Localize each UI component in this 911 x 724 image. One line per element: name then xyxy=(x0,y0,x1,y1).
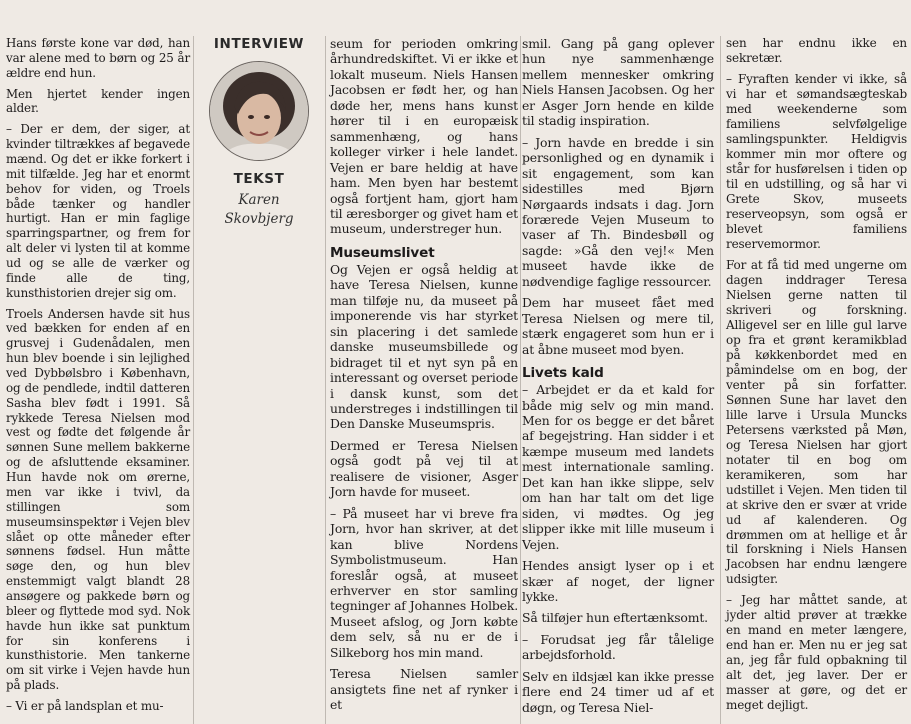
column-3 xyxy=(522,36,714,721)
paragraph: – Forudsat jeg får tålelige arbejdsforhold. xyxy=(522,631,714,663)
paragraph: Men hjertet kender ingen alder. xyxy=(6,86,190,116)
column-rule xyxy=(720,36,721,724)
paragraph: Hendes ansigt lyser op i et skær af noget, der ligner lykke. xyxy=(522,558,714,604)
section-label: INTERVIEW xyxy=(213,36,305,52)
author-portrait xyxy=(209,61,309,161)
paragraph: – Vi er på landsplan et mu- xyxy=(6,698,164,713)
column-rule xyxy=(520,36,521,724)
author-portrait-icon xyxy=(210,62,308,160)
credit-label: TEKST xyxy=(233,171,285,187)
column-rule xyxy=(325,36,326,724)
paragraph: seum for perioden omkring århundredskiftet. Vi er ikke et lokalt museum. Niels Hansen Jacobsen er født her, og han døde her, mens hans kunst hører til i en europæisk sammenhæng, og hans kolleger virker i hele landet. Vejen er bare heldig at have ham. Men byen har bestemt også fortjent ham, gjort ham til æresborger og givet ham et museum, understreger hun. xyxy=(330,36,518,237)
paragraph: Hans første kone var død, han var alene med to børn og 25 år ældre end hun. xyxy=(6,36,190,80)
paragraph: – Jorn havde en bredde i sin personlighed og en dynamik i sit engagement, som kan sidestilles med Bjørn Nørgaards indsats i dag. Jorn forærede Vejen Museum to vaser af Th. Bindesbøll og sagde: »Gå den vej!« Men museet havde ikke de nødvendige faglige ressourcer. xyxy=(522,134,714,289)
paragraph: Dem har museet fået med Teresa Nielsen og mere til, stærk engageret som hun er i at åbne museet mod byen. xyxy=(522,295,714,357)
paragraph: Teresa Nielsen samler ansigtets fine net af rynker i et xyxy=(330,666,518,713)
paragraph: – Fyraften kender vi ikke, så vi har et sømandsægteskab med weekenderne som familiens selvfølgelige samlingspunkter. Heldigvis kommer min mor oftere og står for husførelsen i tiden op til en udstilling, og så har vi Grete Skov, museets reserveopsyn, som også er blevet familiens reservemormor. xyxy=(726,71,907,251)
paragraph: smil. Gang på gang oplever hun nye sammenhænge mellem mennesker omkring Niels Hansen Jacobsen. Og her er Asger Jorn hende en kilde til stadig inspiration. xyxy=(522,36,714,129)
paragraph: Og Vejen er også heldig at have Teresa Nielsen, kunne man tilføje nu, da museet på imponerende vis har styrket sin placering i det samlede danske museumsbillede og bidraget til et nyt syn på en interessant og overset periode i dansk kunst, som det understreges i indstillingen til Den Danske Museumspris. xyxy=(330,261,518,432)
subheading: Livets kald xyxy=(522,365,604,382)
paragraph: – Jeg har måttet sande, at jyder altid prøver at trække en mand en meter længere, end han er. Men nu er jeg sat an, jeg får fuld opbakning til alt det, jeg laver. Der er masser at gøre, og det er meget dejligt. xyxy=(726,593,907,713)
column-2 xyxy=(330,36,518,719)
author-first-name: Karen xyxy=(238,192,280,208)
subheading: Museumslivet xyxy=(330,244,435,261)
column-1 xyxy=(6,36,190,720)
byline-sidebar xyxy=(198,36,320,229)
paragraph: Selv en ildsjæl kan ikke presse flere end 24 timer ud af et døgn, og Teresa Niel- xyxy=(522,668,714,715)
paragraph: sen har endnu ikke en sekretær. xyxy=(726,36,907,65)
column-4 xyxy=(726,36,907,719)
author-last-name: Skovbjerg xyxy=(224,211,294,227)
author-name xyxy=(198,191,320,229)
paragraph: Så tilføjer hun eftertænksomt. xyxy=(522,610,708,626)
paragraph: Dermed er Teresa Nielsen også godt på vej til at realisere de visioner, Asger Jorn havde for museet. xyxy=(330,437,518,500)
column-rule xyxy=(193,36,194,724)
paragraph: Troels Andersen havde sit hus ved bækken for enden af en grusvej i Gudenådalen, men hun blev boende i sin lejlighed ved Dybbølsbro i København, og de pendlede, indtil datteren Sasha blev født i 1991. Så rykkede Teresa Nielsen mod vest og fødte det følgende år sønnen Sune mellem bakkerne og de afsluttende eksaminer. Hun havde nok om ørerne, men var ikke i tvivl, da stillingen som museumsinspektør i Vejen blev slået op otte måneder efter sønnens fødsel. Hun måtte søge den, og hun blev enstemmigt valgt blandt 28 ansøgere og pakkede børn og bleer og flyttede mod syd. Nok havde hun ikke sat punktum for sin konferens i kunsthistorie. Men tankerne om sit virke i Vejen havde hun på plads. xyxy=(6,306,190,693)
paragraph: For at få tid med ungerne om dagen inddrager Teresa Nielsen gerne natten til skriveri og forskning. Alligevel ser en lille gul larve op fra et grønt keramikblad på køkkenbordet med en påmindelse om en bog, der venter på sin forfatter. Sønnen Sune har lavet den lille larve i Ursula Muncks Petersens værksted på Møn, og Teresa Nielsen har gjort notater til en bog om keramikeren, som har udstillet i Vejen. Men tiden til at skrive den er svær at vride ud af kalenderen. Og drømmen om at hellige et år til forskning i Niels Hansen Jacobsen har endnu længere udsigter. xyxy=(726,257,907,587)
paragraph: – På museet har vi breve fra Jorn, hvor han skriver, at det kan blive Nordens Symbolistmuseum. Han foreslår også, at museet erhverver en stor samling tegninger af Johannes Holbek. Museet afslog, og Jorn købte dem selv, så nu er de i Silkeborg hos min mand. xyxy=(330,505,518,660)
paragraph: – Arbejdet er da et kald for både mig selv og min mand. Men for os begge er det båret af begejstring. Han sidder i et kæmpe museum med landets mest internationale samling. Det kan han ikke slippe, selv om han har talt om det lige siden, vi mødtes. Og jeg slipper ikke mit lille museum i Vejen. xyxy=(522,382,714,552)
paragraph: – Der er dem, der siger, at kvinder tiltrækkes af begavede mænd. Og det er ikke forkert i mit tilfælde. Jeg har et enormt behov for viden, og Troels både tænker og handler hurtigt. Han er min faglige sparringspartner, og frem for alt deler vi lysten til at komme ud og se alle de værker og finde alle de ting, kunsthistorien drejer sig om. xyxy=(6,122,190,300)
